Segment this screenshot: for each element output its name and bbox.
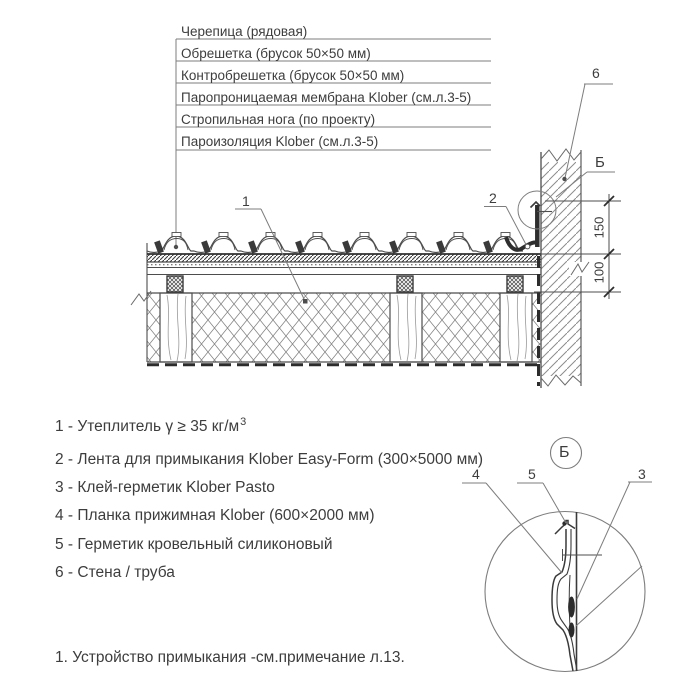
callout-2: 2 [489,190,497,206]
layer-label-rafter: Стропильная нога (по проекту) [181,112,376,127]
tile-crest-notches [172,233,510,237]
legend-item-3-text: 3 - Клей-герметик Klober Pasto [55,479,275,496]
callout-1: 1 [242,193,250,209]
legend-item-4-text: 4 - Планка прижимная Klober (600×2000 мм) [55,507,375,524]
roof-section [131,243,541,386]
layer-label-vapour-barrier: Пароизоляция Klober (см.л.3-5) [181,134,379,149]
dimension-150: 150 [591,216,607,239]
layer-label-membrane: Паропроницаемая мембрана Klober (см.л.3-5) [181,90,472,105]
tile-course [147,233,523,254]
legend-item-1 [55,416,246,436]
detail-adhesive-blob-1 [568,597,575,618]
legend-item-1-text: 1 - Утеплитель γ ≥ 35 кг/м [55,418,240,435]
detail-flashing [552,521,577,672]
footnote: 1. Устройство примыкания -см.примечание л.13. [55,649,405,666]
detail-adhesive-blob-2 [569,623,575,638]
callout-5: 5 [528,466,536,482]
section-mark-main: Б [595,154,605,171]
callout-6: 6 [592,65,600,81]
legend-item-6-text: 6 - Стена / труба [55,564,175,581]
detail-sealant-top [562,521,566,525]
layer-label-tiles: Черепица (рядовая) [181,24,308,39]
legend-item-2-text: 2 - Лента для примыкания Klober Easy-Form (300×5000 мм) [55,451,484,468]
layer-label-counterbattens: Контробрешетка (брусок 50×50 мм) [181,68,405,83]
layer-label-battens: Обрешетка (брусок 50×50 мм) [181,46,371,61]
legend-item-1-sup: 3 [240,416,247,428]
legend-item-6 [55,564,175,582]
detail-view-circle [485,512,645,672]
legend-item-2 [55,451,483,469]
tile-inner-arcs [164,239,517,251]
dimension-100: 100 [591,261,607,284]
legend-item-3 [55,479,275,497]
insulation-layer [147,293,541,362]
callout-3: 3 [638,466,646,482]
batten-blocks [167,276,523,292]
wall-section [541,149,590,388]
callout-2-marker [525,244,530,249]
legend-item-4 [55,507,375,525]
legend-item-5-text: 5 - Герметик кровельный силиконовый [55,536,333,553]
membrane-layer [147,255,541,263]
callout-4: 4 [472,466,480,482]
detail-view [462,438,652,672]
tile-clips [154,240,493,253]
easy-form-tape [506,237,538,250]
legend-item-5 [55,536,332,554]
detail-title-mark: Б [559,444,570,461]
